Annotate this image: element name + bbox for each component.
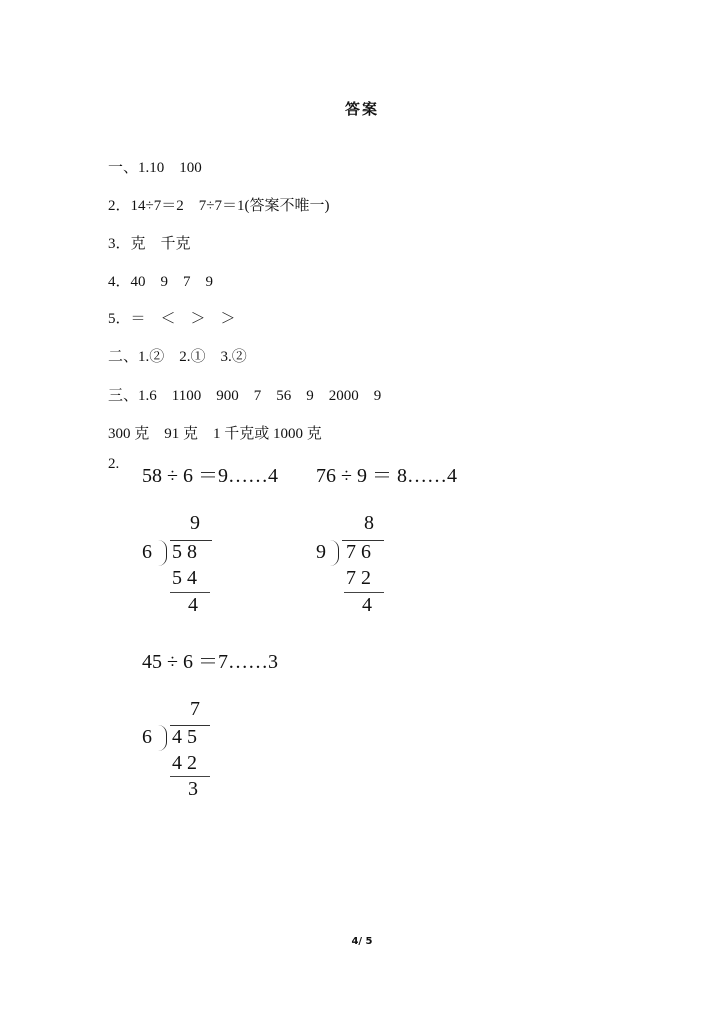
answer-line-8: 300 克 91 克 1 千克或 1000 克: [108, 426, 322, 442]
dividend: 7 6: [346, 541, 371, 563]
long-division-1: [140, 512, 260, 622]
quotient: 9: [190, 512, 200, 534]
answer-line-7: 三、1.6 1100 900 7 56 9 2000 9: [108, 388, 382, 404]
product: 7 2: [346, 567, 371, 589]
answer-line-5: 5．＝ ＜ ＞ ＞: [108, 311, 236, 327]
answer-line-1: 一、1.10 100: [108, 160, 202, 176]
quotient: 7: [190, 698, 200, 720]
long-division-2: [316, 512, 436, 622]
product: 4 2: [172, 752, 197, 774]
page-number: 4/ 5: [351, 936, 373, 947]
answer-line-6: 二、1.② 2.① 3.②: [108, 349, 247, 365]
answer-line-2: 2．14÷7＝2 7÷7＝1(答案不唯一): [108, 198, 330, 214]
dividend: 5 8: [172, 541, 197, 563]
answer-line-3: 3．克 千克: [108, 236, 191, 252]
equation-2: 76 ÷ 9 ＝ 8……4: [316, 465, 457, 487]
subtraction-line: [344, 592, 384, 593]
item-number: 2.: [108, 456, 120, 472]
remainder: 4: [362, 594, 372, 616]
subtraction-line: [170, 776, 210, 777]
answer-line-4: 4．40 9 7 9: [108, 274, 214, 290]
divisor: 9: [316, 541, 326, 563]
product: 5 4: [172, 567, 197, 589]
divisor: 6: [142, 541, 152, 563]
equation-3: 45 ÷ 6 ＝7……3: [142, 651, 278, 673]
remainder: 4: [188, 594, 198, 616]
division-bracket: [330, 540, 339, 566]
remainder: 3: [188, 778, 198, 800]
division-bracket: [158, 725, 167, 751]
page-title: 答案: [344, 100, 379, 118]
dividend: 4 5: [172, 726, 197, 748]
subtraction-line: [170, 592, 210, 593]
long-division-3: [140, 698, 260, 808]
equation-1: 58 ÷ 6 ＝9……4: [142, 465, 278, 487]
divisor: 6: [142, 726, 152, 748]
quotient: 8: [364, 512, 374, 534]
division-bracket: [158, 540, 167, 566]
